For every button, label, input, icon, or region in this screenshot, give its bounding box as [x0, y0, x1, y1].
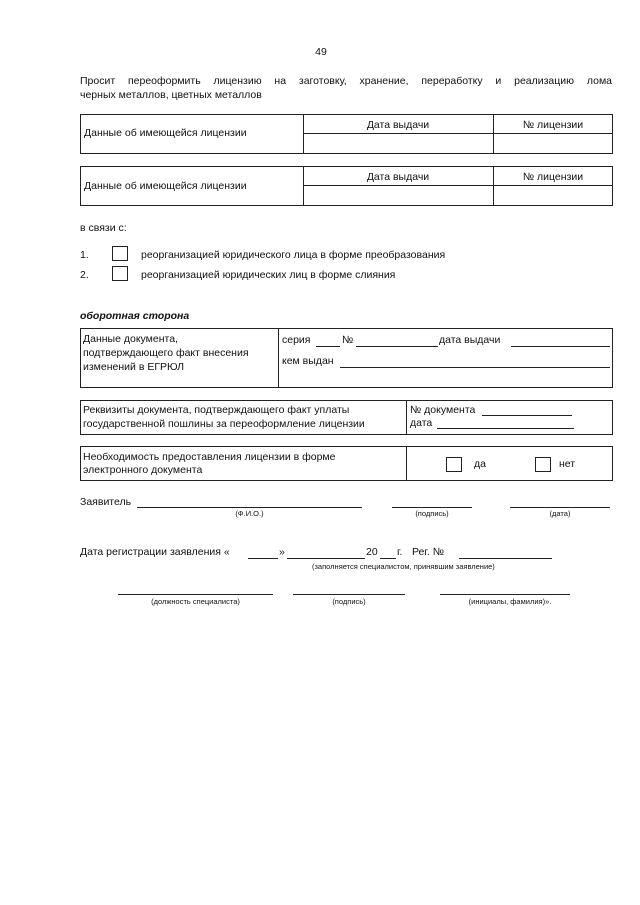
license-table-2-date-header: Дата выдачи [366, 171, 430, 183]
reverse-side-heading: оборотная сторона [80, 310, 190, 322]
egrul-label-line-1: Данные документа, [83, 333, 178, 345]
registration-year-suffix: г. [397, 546, 403, 558]
license-table-1-date-input[interactable] [305, 135, 491, 152]
fee-doc-number-input[interactable] [482, 415, 572, 416]
intro-line-2: черных металлов, цветных металлов [80, 89, 262, 101]
fee-date-label: дата [410, 417, 433, 429]
intro-line-1: Просит переоформить лицензию на заготовку, хранение, переработку и реализацию лома [80, 75, 612, 87]
egrul-date-input[interactable] [511, 346, 610, 347]
registration-reg-label: Рег. № [412, 546, 445, 558]
specialist-signature-caption: (подпись) [332, 597, 366, 606]
fee-label-line-2: государственной пошлины за переоформление лицензии [83, 418, 365, 430]
registration-label: Дата регистрации заявления « [80, 546, 230, 558]
applicant-fio-caption: (Ф.И.О.) [235, 509, 264, 518]
egrul-issued-by-input[interactable] [340, 367, 610, 368]
egrul-number-label: № [342, 334, 354, 346]
applicant-fio-input[interactable] [137, 507, 362, 508]
license-table-2-date-input[interactable] [305, 187, 491, 204]
egrul-issued-by-label: кем выдан [282, 355, 334, 367]
electronic-yes-label: да [474, 458, 486, 470]
electronic-label-line-1: Необходимость предоставления лицензии в форме [83, 451, 336, 463]
reason-option-2-checkbox[interactable] [112, 266, 128, 281]
electronic-label-line-2: электронного документа [83, 464, 203, 476]
license-table-2-label: Данные об имеющейся лицензии [84, 180, 247, 192]
reason-heading: в связи с: [80, 222, 127, 234]
license-table-1-number-header: № лицензии [522, 119, 584, 131]
license-table-2-number-header: № лицензии [522, 171, 584, 183]
registration-note: (заполняется специалистом, принявшим заявление) [312, 562, 495, 571]
applicant-date-caption: (дата) [549, 509, 571, 518]
electronic-yes-checkbox[interactable] [446, 457, 462, 472]
reason-option-1-checkbox[interactable] [112, 246, 128, 261]
applicant-date-input[interactable] [510, 507, 610, 508]
specialist-position-caption: (должность специалиста) [151, 597, 240, 606]
specialist-name-input[interactable] [440, 594, 570, 595]
specialist-name-caption: (инициалы, фамилия)». [468, 597, 552, 606]
reason-option-1-number: 1. [80, 249, 89, 261]
fee-date-input[interactable] [437, 428, 574, 429]
reason-option-2-number: 2. [80, 269, 89, 281]
egrul-label-line-2: подтверждающего факт внесения [83, 347, 249, 359]
egrul-label-line-3: изменений в ЕГРЮЛ [83, 361, 185, 373]
registration-day-input[interactable] [248, 558, 278, 559]
license-table-1-date-header: Дата выдачи [366, 119, 430, 131]
specialist-signature-input[interactable] [293, 594, 405, 595]
egrul-number-input[interactable] [356, 346, 438, 347]
egrul-series-input[interactable] [316, 346, 340, 347]
applicant-signature-input[interactable] [392, 507, 472, 508]
reason-option-1-text: реорганизацией юридического лица в форме преобразования [141, 249, 446, 261]
license-table-2-number-input[interactable] [495, 187, 611, 204]
registration-year-input[interactable] [380, 558, 396, 559]
fee-label-line-1: Реквизиты документа, подтверждающего факт уплаты [83, 404, 350, 416]
egrul-date-label: дата выдачи [439, 334, 501, 346]
license-table-1-number-input[interactable] [495, 135, 611, 152]
egrul-series-label: серия [282, 334, 311, 346]
reason-option-2-text: реорганизацией юридических лиц в форме слияния [141, 269, 396, 281]
fee-doc-number-label: № документа [410, 404, 476, 416]
electronic-no-checkbox[interactable] [535, 457, 551, 472]
electronic-no-label: нет [559, 458, 576, 470]
specialist-position-input[interactable] [118, 594, 273, 595]
registration-close-quote: » [279, 546, 285, 558]
page-number: 49 [315, 46, 327, 58]
applicant-label: Заявитель [80, 496, 132, 508]
registration-reg-number-input[interactable] [459, 558, 552, 559]
applicant-signature-caption: (подпись) [415, 509, 449, 518]
registration-year-prefix: 20 [366, 546, 378, 558]
license-table-1-label: Данные об имеющейся лицензии [84, 127, 247, 139]
registration-month-input[interactable] [287, 558, 365, 559]
